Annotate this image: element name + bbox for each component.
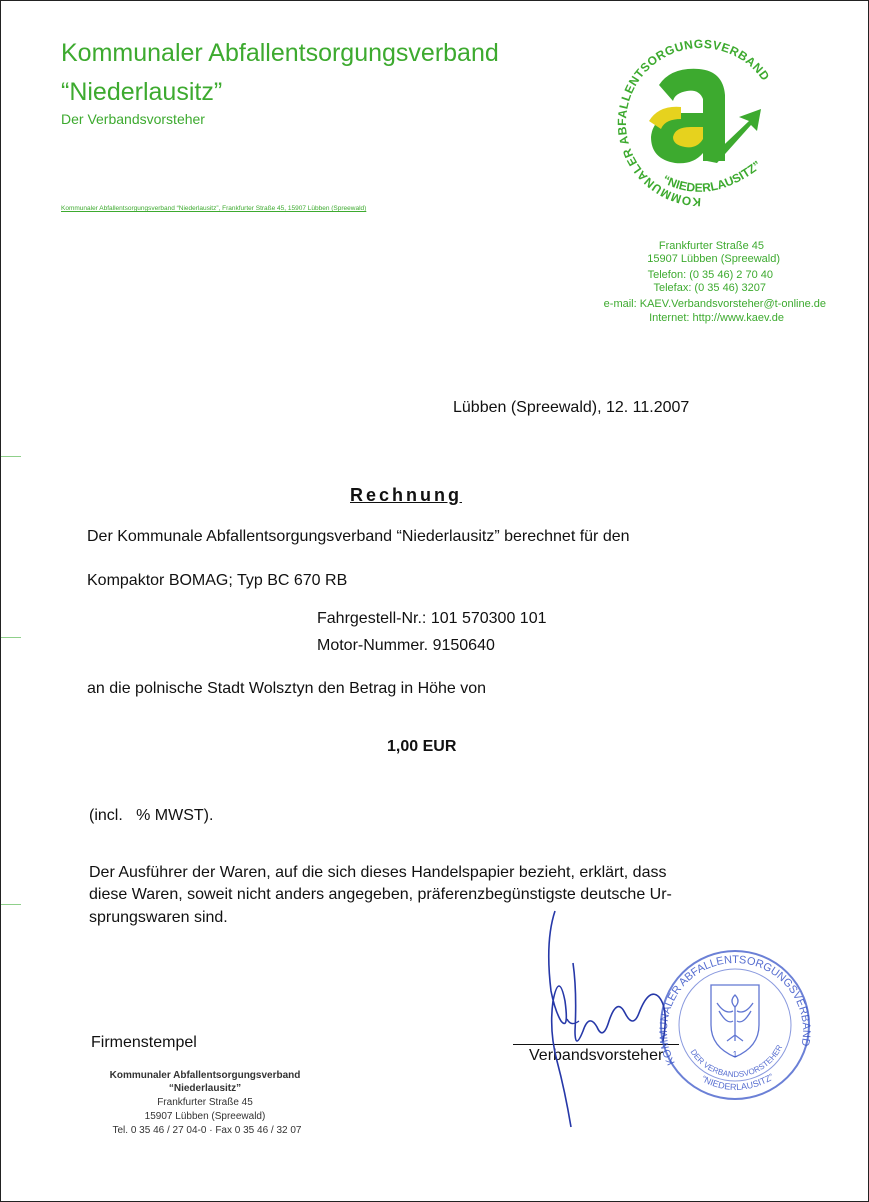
sender-line: Kommunaler Abfallentsorgungsverband “Niederlausitz”, Frankfurter Straße 45, 15907 Lübben (Spreewald) bbox=[61, 205, 367, 212]
stamp-footer-line4: 15907 Lübben (Spreewald) bbox=[144, 1111, 266, 1122]
org-logo bbox=[611, 33, 791, 213]
org-subtitle: Der Verbandsvorsteher bbox=[61, 111, 205, 127]
origin-line-2: diese Waren, soweit nicht anders angegeben, präferenzbegünstigste deutsche Ur- bbox=[89, 886, 672, 903]
logo-ring-text: KOMMUNALER ABFALLENTSORGUNGSVERBAND bbox=[614, 36, 773, 210]
address-street: Frankfurter Straße 45 bbox=[658, 240, 764, 252]
stamp-ring-text: KOMMUNALER ABFALLENTSORGUNGSVERBAND bbox=[657, 953, 813, 1067]
date-line: Lübben (Spreewald), 12. 11.2007 bbox=[453, 399, 690, 416]
stamp-bottom-text: “NIEDERLAUSITZ” bbox=[700, 1071, 776, 1093]
origin-line-3: sprungswaren sind. bbox=[89, 909, 228, 926]
recipient-line: an die polnische Stadt Wolsztyn den Betrag in Höhe von bbox=[87, 680, 487, 697]
origin-line-1: Der Ausführer der Waren, auf die sich dieses Handelspapier bezieht, erklärt, dass bbox=[89, 864, 667, 881]
stamp-footer-line3: Frankfurter Straße 45 bbox=[157, 1097, 253, 1108]
invoice-amount: 1,00 EUR bbox=[387, 738, 457, 755]
firmenstempel-label: Firmenstempel bbox=[91, 1034, 197, 1051]
address-fax: Telefax: (0 35 46) 3207 bbox=[653, 282, 766, 294]
address-website: Internet: http://www.kaev.de bbox=[649, 312, 784, 324]
svg-text:“NIEDERLAUSITZ” bbox=[660, 158, 763, 195]
item-line: Kompaktor BOMAG; Typ BC 670 RB bbox=[87, 572, 348, 589]
signer-label: Verbandsvorsteher bbox=[529, 1047, 664, 1064]
fold-mark-bottom bbox=[1, 904, 21, 905]
stamp-inner-text: DER VERBANDSVORSTEHER bbox=[688, 1043, 785, 1080]
address-email: e-mail: KAEV.Verbandsvorsteher@t-online.de bbox=[603, 298, 826, 310]
motor-number: Motor-Nummer. 9150640 bbox=[317, 637, 495, 654]
address-city: 15907 Lübben (Spreewald) bbox=[647, 253, 780, 265]
document-title: Rechnung bbox=[350, 485, 462, 505]
handwritten-signature bbox=[531, 901, 691, 1131]
eagle-crest-icon bbox=[711, 985, 759, 1057]
org-name-line2: “Niederlausitz” bbox=[61, 78, 223, 106]
vat-line: (incl. % MWST). bbox=[89, 807, 214, 824]
chassis-number: Fahrgestell-Nr.: 101 570300 101 bbox=[317, 610, 547, 627]
org-name-line1: Kommunaler Abfallentsorgungsverband bbox=[61, 39, 499, 67]
logo-bottom-text: “NIEDERLAUSITZ” bbox=[660, 157, 764, 195]
stamp-number: 1 bbox=[732, 1050, 738, 1059]
intro-line: Der Kommunale Abfallentsorgungsverband “Niederlausitz” berechnet für den bbox=[87, 528, 630, 545]
stamp-footer-line5: Tel. 0 35 46 / 27 04-0 · Fax 0 35 46 / 32 07 bbox=[112, 1125, 302, 1136]
address-phone: Telefon: (0 35 46) 2 70 40 bbox=[647, 269, 773, 281]
fold-mark-top bbox=[1, 456, 21, 457]
stamp-footer-line2: “Niederlausitz” bbox=[168, 1083, 242, 1094]
stamp-footer-line1: Kommunaler Abfallentsorgungsverband bbox=[109, 1070, 301, 1081]
fold-mark-middle bbox=[1, 637, 21, 638]
